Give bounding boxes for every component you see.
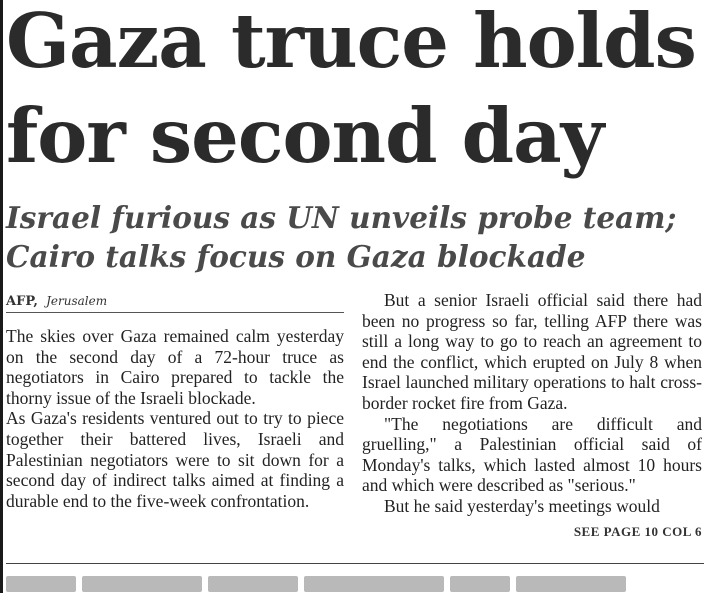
paragraph: "The negotiations are difficult and gruelling," a Palestinian official said of Monday's talks, which lasted almost 10 hours and which were described as "serious." — [362, 413, 702, 496]
headline — [6, 0, 706, 184]
subheadline-line-2: Cairo talks focus on Gaza blockade — [6, 239, 586, 274]
byline-divider — [6, 312, 344, 313]
paragraph: As Gaza's residents ventured out to try to piece together their battered lives, Israeli and Palestinian negotiators were to sit down for a second day of indirect talks aimed at finding a durable end to the five-week confrontation. — [6, 408, 344, 511]
byline-agency: AFP, — [6, 294, 38, 309]
paragraph: But a senior Israeli official said there had been no progress so far, telling AFP there was still a long way to go to reach an agreement to end the conflict, which erupted on July 8 when Israel launched military operations to halt cross-border rocket fire from Gaza. — [362, 290, 702, 413]
paragraph: The skies over Gaza remained calm yesterday on the second day of a 72-hour truce as negotiators in Cairo prepared to tackle the thorny issue of the Israeli blockade. — [6, 326, 344, 408]
bottom-divider — [6, 563, 704, 564]
headline-line-1: Gaza truce holds — [6, 0, 696, 85]
article-column-right — [362, 290, 702, 517]
continuation-jump: SEE PAGE 10 COL 6 — [573, 524, 702, 539]
cropped-next-headline — [6, 576, 704, 593]
article-column-left — [6, 326, 344, 511]
byline-location: Jerusalem — [46, 294, 108, 308]
headline-line-2: for second day — [6, 92, 604, 180]
subheadline-line-1: Israel furious as UN unveils probe team; — [6, 200, 677, 235]
byline — [6, 292, 107, 311]
subheadline — [6, 198, 706, 276]
paragraph: But he said yesterday's meetings would — [384, 495, 660, 516]
page-left-border — [0, 0, 3, 593]
